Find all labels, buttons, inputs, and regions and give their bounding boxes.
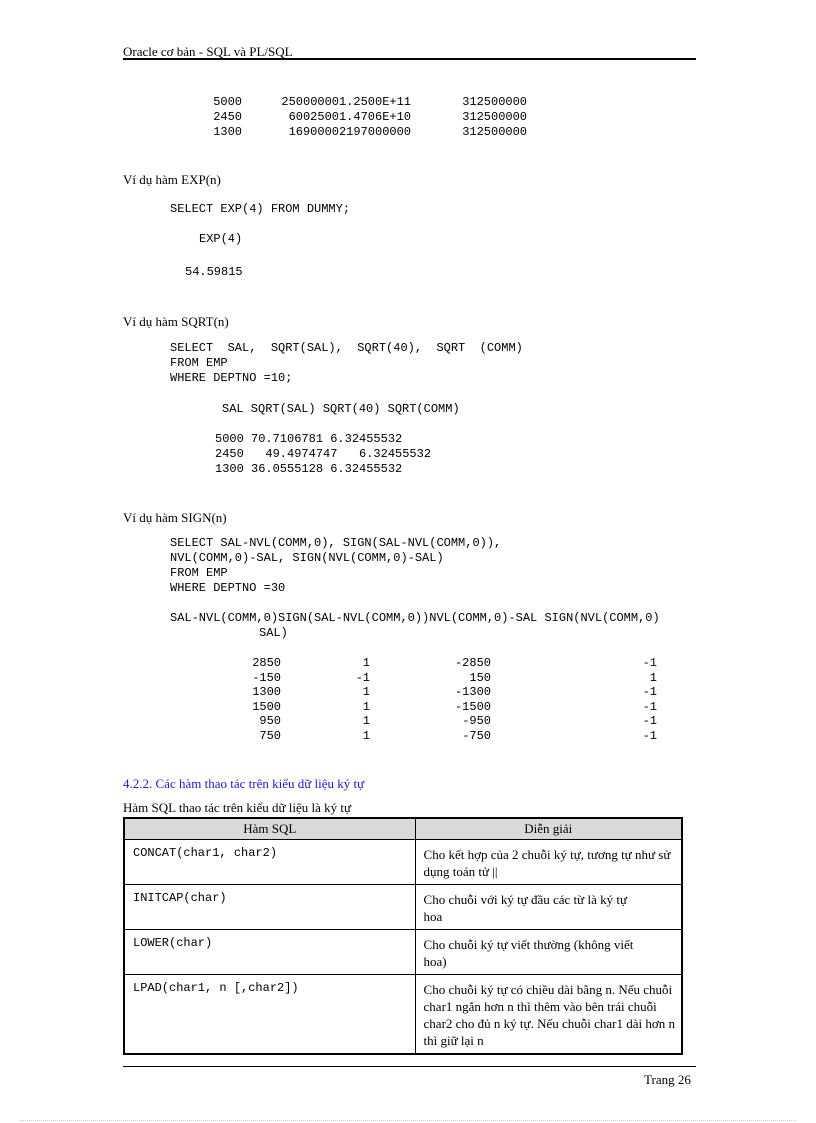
table-cell: -1	[642, 729, 657, 743]
table-cell: -1500	[454, 699, 491, 714]
table-cell: 6002500	[288, 110, 339, 124]
table-row	[0, 700, 816, 715]
table-cell: -150	[252, 670, 281, 685]
exp-caption: Ví dụ hàm EXP(n)	[123, 172, 221, 187]
sqrt-row: 1300 36.0555128 6.32455532	[215, 462, 403, 476]
table-cell: -1	[642, 656, 657, 670]
description-line: thì giữ lại n	[423, 1033, 484, 1048]
table-cell: 150	[469, 670, 491, 685]
table-cell: 1.2500E+11	[338, 95, 411, 109]
table-cell: 312500000	[462, 125, 527, 139]
table-cell: 950	[259, 714, 281, 729]
string-functions-table	[123, 817, 683, 1055]
table-cell: 2850	[252, 656, 281, 670]
table-row	[124, 975, 682, 1055]
table-row	[0, 671, 816, 686]
table-row	[0, 729, 816, 744]
function-name-cell: CONCAT(char1, char2)	[124, 840, 415, 885]
table-cell: 25000000	[281, 95, 339, 109]
table-row	[0, 656, 816, 671]
table-cell: -750	[462, 729, 491, 743]
description-line: hoa)	[423, 954, 447, 969]
table-cell: 1	[362, 729, 370, 743]
section-intro: Hàm SQL thao tác trên kiểu dữ liệu là ký tự	[123, 800, 352, 815]
table-row	[0, 95, 816, 110]
description-line: hoa	[423, 909, 443, 924]
sign-col-header: SAL-NVL(COMM,0)SIGN(SAL-NVL(COMM,0))NVL(COMM,0)-SAL SIGN(NVL(COMM,0)	[170, 611, 660, 625]
table-cell: -1300	[454, 685, 491, 700]
sqrt-col-header: SAL SQRT(SAL) SQRT(40) SQRT(COMM)	[222, 402, 460, 416]
table-cell: 2450	[213, 110, 242, 124]
function-description-cell	[415, 885, 682, 930]
exp-col-header: EXP(4)	[199, 232, 243, 246]
table-cell: 2197000000	[338, 125, 411, 139]
table-cell: 5000	[213, 95, 242, 109]
table-cell: 1	[649, 670, 657, 685]
table-cell: 1	[362, 699, 370, 714]
table-cell: 750	[259, 729, 281, 743]
sqrt-query-line: SELECT SAL, SQRT(SAL), SQRT(40), SQRT (COMM)	[170, 341, 523, 355]
function-name-cell: LPAD(char1, n [,char2])	[124, 975, 415, 1055]
table-cell: 1300	[213, 125, 242, 139]
sign-query-line: SELECT SAL-NVL(COMM,0), SIGN(SAL-NVL(COMM,0)),	[170, 536, 502, 550]
sqrt-row: 2450 49.4974747 6.32455532	[215, 447, 432, 461]
sqrt-query-line: WHERE DEPTNO =10;	[170, 371, 293, 385]
table-cell: -1	[642, 699, 657, 714]
function-description-cell	[415, 930, 682, 975]
section-title: 4.2.2. Các hàm thao tác trên kiểu dữ liệu ký tự	[123, 776, 365, 791]
description-line: dụng toán tử ||	[423, 864, 498, 879]
sign-query-line: FROM EMP	[170, 566, 228, 580]
table-row	[124, 885, 682, 930]
page-header-title: Oracle cơ bản - SQL và PL/SQL	[123, 44, 293, 59]
table-row	[124, 840, 682, 885]
footer-rule	[123, 1066, 696, 1067]
table-row	[0, 714, 816, 729]
sign-query-line: WHERE DEPTNO =30	[170, 581, 286, 595]
description-line: Cho chuỗi ký tự có chiều dài bằng n. Nếu chuỗi	[423, 982, 673, 997]
table-header-row	[124, 818, 682, 840]
table-cell: -1	[355, 670, 370, 685]
table-cell: -950	[462, 714, 491, 729]
header-rule	[123, 58, 696, 60]
table-cell: 1.4706E+10	[338, 110, 411, 124]
table-cell: 312500000	[462, 110, 527, 124]
function-name-cell: LOWER(char)	[124, 930, 415, 975]
table-row	[0, 110, 816, 125]
table-row	[0, 125, 816, 140]
exp-query: SELECT EXP(4) FROM DUMMY;	[170, 202, 351, 216]
page-edge-dotted-line	[20, 1120, 796, 1121]
header-function: Hàm SQL	[124, 818, 415, 840]
table-cell: 312500000	[462, 95, 527, 109]
sqrt-row: 5000 70.7106781 6.32455532	[215, 432, 403, 446]
table-cell: -1	[642, 685, 657, 700]
sign-col-header-cont: SAL)	[259, 626, 288, 640]
description-line: Cho chuỗi với ký tự đầu các từ là ký tự	[423, 892, 628, 907]
table-cell: 1500	[252, 699, 281, 714]
table-row	[124, 930, 682, 975]
sqrt-caption: Ví dụ hàm SQRT(n)	[123, 314, 229, 329]
description-line: char1 ngắn hơn n thì thêm vào bên trái chuỗi	[423, 999, 657, 1014]
table-cell: -2850	[454, 656, 491, 670]
table-cell: 1	[362, 685, 370, 700]
page-number: Trang 26	[644, 1072, 691, 1087]
description-line: char2 cho đủ n ký tự. Nếu chuỗi char1 dài hơn n	[423, 1016, 675, 1031]
sign-query-line: NVL(COMM,0)-SAL, SIGN(NVL(COMM,0)-SAL)	[170, 551, 444, 565]
sqrt-query-line: FROM EMP	[170, 356, 228, 370]
table-cell: 1	[362, 656, 370, 670]
description-line: Cho chuỗi ký tự viết thường (không viết	[423, 937, 634, 952]
header-description: Diễn giải	[415, 818, 682, 840]
table-cell: 1690000	[288, 125, 339, 139]
table-cell: 1	[362, 714, 370, 729]
function-name-cell: INITCAP(char)	[124, 885, 415, 930]
table-cell: 1300	[252, 685, 281, 700]
table-row	[0, 685, 816, 700]
table-cell: -1	[642, 714, 657, 729]
sign-caption: Ví dụ hàm SIGN(n)	[123, 510, 227, 525]
function-description-cell	[415, 975, 682, 1055]
description-line: Cho kết hợp của 2 chuỗi ký tự, tương tự như sử	[423, 847, 671, 862]
function-description-cell	[415, 840, 682, 885]
exp-result: 54.59815	[185, 265, 243, 279]
